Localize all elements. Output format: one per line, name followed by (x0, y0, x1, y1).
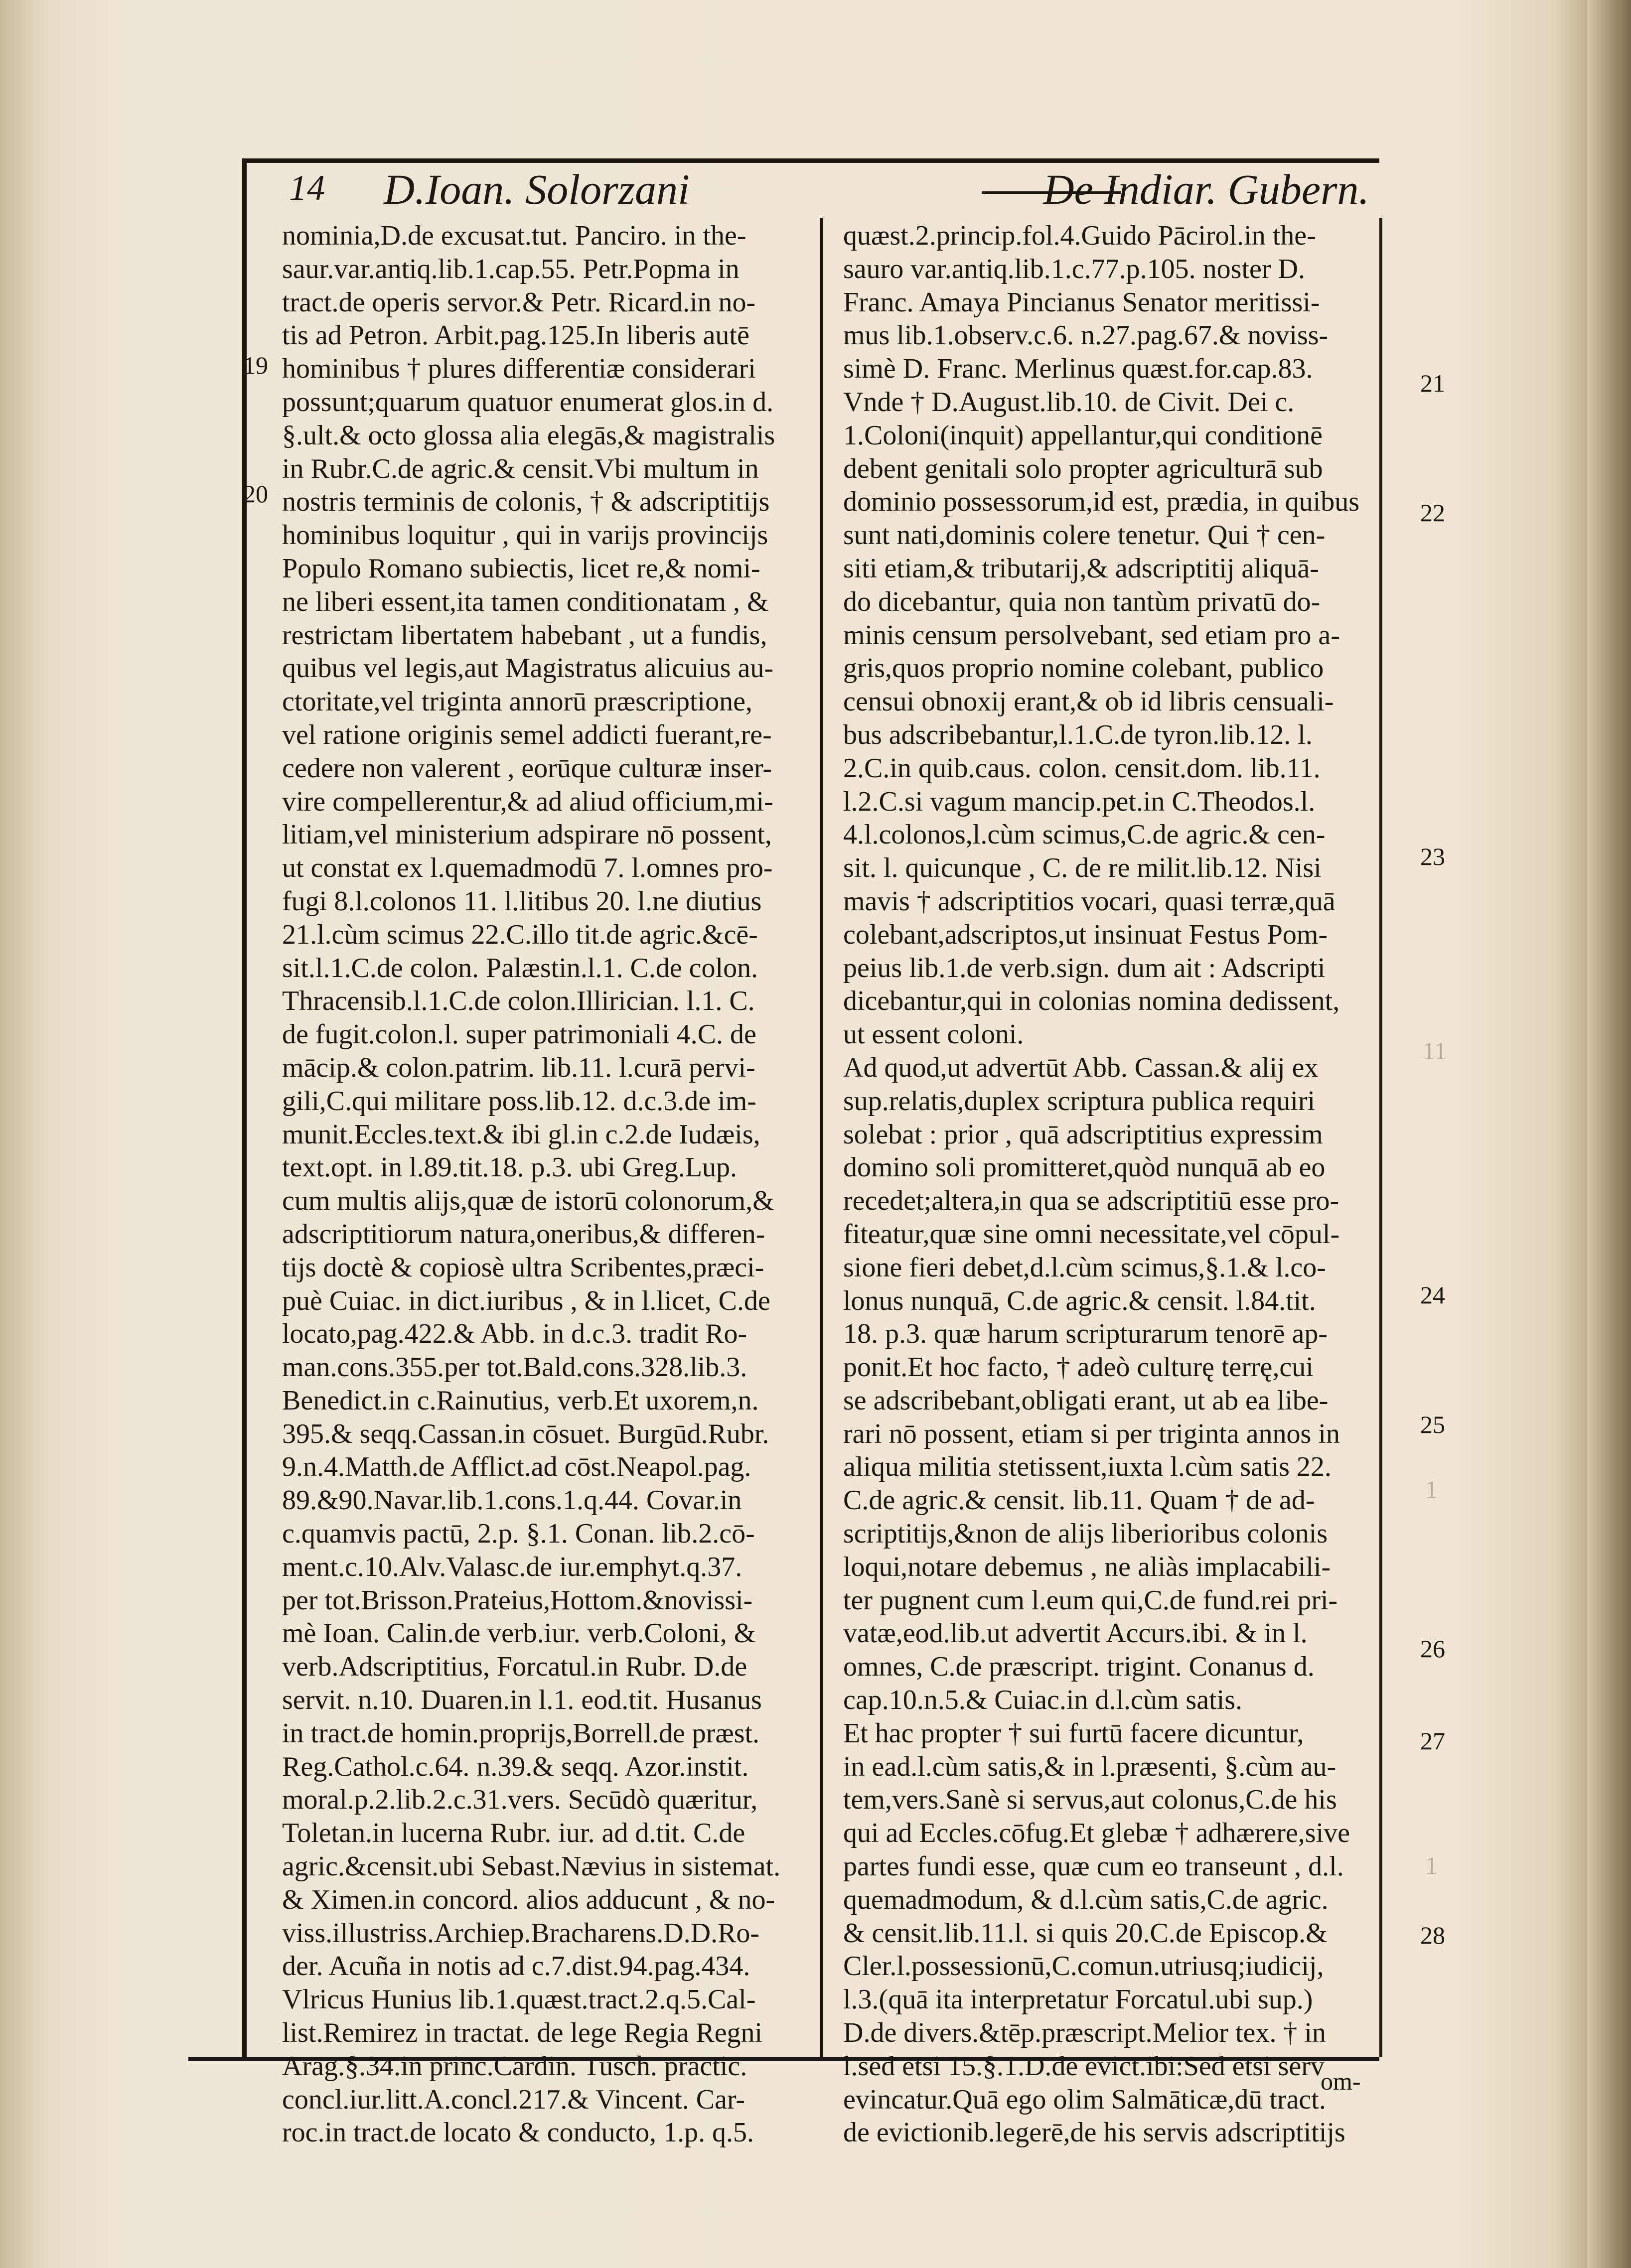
text-line: litiam,vel ministerium adspirare nō possent, (282, 819, 772, 850)
text-line: rari nō possent, etiam si per triginta annos in (843, 1418, 1340, 1449)
text-line: moral.p.2.lib.2.c.31.vers. Secūdò quæritur, (282, 1784, 758, 1816)
text-line: text.opt. in l.89.tit.18. p.3. ubi Greg.Lup. (282, 1152, 738, 1183)
text-line: 21.l.cùm scimus 22.C.illo tit.de agric.&cē- (282, 919, 758, 950)
text-line: c.quamvis pactū, 2.p. §.1. Conan. lib.2.cō- (282, 1518, 755, 1550)
text-line: 18. p.3. quæ harum scripturarum tenorē ap- (843, 1318, 1328, 1350)
text-line: siti etiam,& tributarij,& adscriptitij aliquā- (843, 553, 1319, 584)
catchword: om- (1321, 2067, 1361, 2095)
text-line: simè D. Franc. Merlinus quæst.for.cap.83. (843, 353, 1313, 385)
text-line: concl.iur.litt.A.concl.217.& Vincent. Car- (282, 2084, 745, 2115)
text-line: do dicebantur, quia non tantùm privatū do- (843, 586, 1321, 617)
text-line: mè Ioan. Calin.de verb.iur. verb.Coloni, & (282, 1618, 756, 1649)
text-line: mus lib.1.observ.c.6. n.27.pag.67.& noviss- (843, 320, 1329, 351)
text-line: tis ad Petron. Arbit.pag.125.In liberis autē (282, 320, 749, 351)
text-line: evincatur.Quā ego olim Salmāticæ,dū tract. (843, 2084, 1326, 2115)
margin-number: 23 (1420, 843, 1445, 870)
text-line: peius lib.1.de verb.sign. dum ait : Adscripti (843, 952, 1326, 984)
text-line: ctoritate,vel triginta annorū præscriptione, (282, 686, 752, 717)
text-line: ut constat ex l.quemadmodū 7. l.omnes pro- (282, 852, 773, 884)
text-line: 2.C.in quib.caus. colon. censit.dom. lib.11. (843, 752, 1321, 784)
margin-number: 21 (1420, 369, 1445, 397)
text-line: 89.&90.Navar.lib.1.cons.1.q.44. Covar.in (282, 1485, 742, 1516)
text-line: ut essent coloni. (843, 1019, 1024, 1050)
margin-number: 24 (1420, 1281, 1445, 1309)
text-line: aliqua militia stetissent,iuxta l.cùm satis 22. (843, 1451, 1332, 1483)
margin-number: 27 (1420, 1727, 1445, 1755)
running-header (249, 158, 1379, 218)
left-column (282, 219, 809, 2148)
text-line: scriptitijs,&non de alijs liberioribus colonis (843, 1518, 1328, 1550)
bleed-through-mark: 1 (1425, 1475, 1438, 1503)
text-line: servit. n.10. Duaren.in l.1. eod.tit. Husanus (282, 1685, 762, 1716)
text-line: fugi 8.l.colonos 11. l.litibus 20. l.ne diutius (282, 885, 762, 917)
text-line: tijs doctè & copiosè ultra Scribentes,præci- (282, 1252, 764, 1283)
text-line: der. Acuña in notis ad c.7.dist.94.pag.434. (282, 1951, 750, 1982)
text-line: ter pugnent cum l.eum qui,C.de fund.rei pri- (843, 1584, 1338, 1616)
text-line: sauro var.antiq.lib.1.c.77.p.105. noster D. (843, 253, 1305, 284)
margin-number: 22 (1420, 499, 1445, 527)
text-line: locato,pag.422.& Abb. in d.c.3. tradit Ro- (282, 1318, 747, 1350)
text-line: per tot.Brisson.Prateius,Hottom.&novissi- (282, 1584, 753, 1616)
text-line: cap.10.n.5.& Cuiac.in d.l.cùm satis. (843, 1685, 1242, 1716)
text-line: mavis † adscriptitios vocari, quasi terræ,quā (843, 885, 1335, 917)
text-line: Thracensib.l.1.C.de colon.Illirician. l.1. C. (282, 986, 755, 1017)
text-line: gili,C.qui militare poss.lib.12. d.c.3.de im- (282, 1085, 756, 1117)
text-line: restrictam libertatem habebant , ut a fundis, (282, 619, 767, 651)
text-line: Populo Romano subiectis, licet re,& nomi- (282, 553, 760, 584)
text-line: quæst.2.princip.fol.4.Guido Pācirol.in the- (843, 220, 1316, 251)
text-line: nostris terminis de colonis, † & adscriptitijs (282, 486, 770, 518)
text-line: saur.var.antiq.lib.1.cap.55. Petr.Popma in (282, 253, 740, 284)
text-line: lonus nunquā, C.de agric.& censit. l.84.tit. (843, 1285, 1316, 1316)
text-line: munit.Eccles.text.& ibi gl.in c.2.de Iudæis, (282, 1119, 760, 1150)
column-divider (820, 218, 823, 2057)
text-line: quemadmodum, & d.l.cùm satis,C.de agric. (843, 1884, 1329, 1915)
page-number: 14 (289, 168, 325, 208)
text-line: Arag.§.34.in princ.Cardin. Tusch. practic. (282, 2050, 747, 2082)
text-line: domino soli promitteret,quòd nunquā ab eo (843, 1152, 1326, 1183)
text-line: Franc. Amaya Pincianus Senator meritissi- (843, 286, 1320, 318)
text-line: de evictionib.legerē,de his servis adscriptitijs (843, 2117, 1345, 2148)
text-line: quibus vel legis,aut Magistratus alicuius au- (282, 653, 774, 684)
text-line: sunt nati,dominis colere tenetur. Qui † cen- (843, 520, 1326, 551)
text-line: fiteatur,quæ sine omni necessitate,vel cōpul- (843, 1218, 1340, 1250)
text-line: in Rubr.C.de agric.& censit.Vbi multum in (282, 453, 759, 484)
text-line: hominibus † plures differentiæ considerari (282, 353, 756, 385)
text-line: ne liberi essent,ita tamen conditionatam , & (282, 586, 769, 617)
margin-number: 19 (243, 351, 268, 379)
text-line: colebant,adscriptos,ut insinuat Festus Pom- (843, 919, 1328, 950)
text-line: bus adscribebantur,l.1.C.de tyron.lib.12. l. (843, 719, 1313, 750)
text-line: C.de agric.& censit. lib.11. Quam † de ad- (843, 1485, 1315, 1516)
text-line: omnes, C.de præscript. trigint. Conanus d. (843, 1651, 1315, 1683)
text-line: & censit.lib.11.l. si quis 20.C.de Episcop.& (843, 1917, 1328, 1949)
text-line: debent genitali solo propter agriculturā sub (843, 453, 1323, 484)
text-line: Reg.Cathol.c.64. n.39.& seqq. Azor.instit. (282, 1751, 749, 1782)
text-line: in ead.l.cùm satis,& in l.præsenti, §.cùm au- (843, 1751, 1336, 1782)
text-line: vel ratione originis semel addicti fuerant,re- (282, 719, 772, 750)
text-line: roc.in tract.de locato & conducto, 1.p. q.5. (282, 2117, 754, 2148)
text-line: nominia,D.de excusat.tut. Panciro. in the- (282, 220, 746, 251)
text-line: qui ad Eccles.cōfug.Et glebæ † adhærere,sive (843, 1818, 1350, 1849)
text-line: 395.& seqq.Cassan.in cōsuet. Burgūd.Rubr. (282, 1418, 769, 1449)
margin-number: 28 (1420, 1921, 1445, 1949)
text-line: dominio possessorum,id est, prædia, in quibus (843, 486, 1359, 518)
text-line: recedet;altera,in qua se adscriptitiū esse pro- (843, 1185, 1339, 1217)
text-line: censui obnoxij erant,& ob id libris censuali- (843, 686, 1334, 717)
text-line: list.Remirez in tractat. de lege Regia Regni (282, 2017, 763, 2049)
text-line: l.sed etsi 15.§.1.D.de evict.ibi:Sed etsi serv (843, 2050, 1325, 2082)
text-line: cedere non valerent , eorūque culturæ inser- (282, 752, 772, 784)
margin-number: 26 (1420, 1635, 1445, 1663)
text-line: possunt;quarum quatuor enumerat glos.in d. (282, 386, 774, 418)
text-line: Vnde † D.August.lib.10. de Civit. Dei c. (843, 386, 1295, 418)
right-column (843, 219, 1374, 2148)
text-line: hominibus loquitur , qui in varijs provincijs (282, 520, 768, 551)
text-line: vatæ,eod.lib.ut advertit Accurs.ibi. & in l. (843, 1618, 1308, 1649)
text-line: §.ult.& octo glossa alia elegās,& magistralis (282, 420, 775, 451)
margin-number: 20 (243, 480, 268, 508)
text-line: partes fundi esse, quæ cum eo transeunt , d.l. (843, 1851, 1344, 1882)
text-line: 9.n.4.Matth.de Afflict.ad cōst.Neapol.pag. (282, 1451, 751, 1483)
text-line: ment.c.10.Alv.Valasc.de iur.emphyt.q.37. (282, 1551, 742, 1582)
text-line: mācip.& colon.patrim. lib.11. l.curā pervi- (282, 1052, 755, 1083)
text-line: D.de divers.&tēp.præscript.Melior tex. † in (843, 2017, 1326, 2049)
text-line: loqui,notare debemus , ne aliàs implacabili- (843, 1551, 1331, 1582)
text-line: Benedict.in c.Rainutius, verb.Et uxorem,n. (282, 1385, 759, 1416)
text-line: viss.illustriss.Archiep.Bracharens.D.D.Ro- (282, 1917, 760, 1949)
text-line: dicebantur,qui in colonias nomina dedissent, (843, 986, 1340, 1017)
text-line: 4.l.colonos,l.cùm scimus,C.de agric.& cen- (843, 819, 1326, 850)
text-line: tem,vers.Sanè si servus,aut colonus,C.de his (843, 1784, 1337, 1816)
page-edge (1587, 0, 1631, 2268)
running-author: D.Ioan. Solorzani (384, 165, 690, 213)
text-line: sit.l.1.C.de colon. Palæstin.l.1. C.de colon. (282, 952, 758, 984)
margin-number: 25 (1420, 1411, 1445, 1438)
text-line: cum multis alijs,quæ de istorū colonorum,& (282, 1185, 774, 1217)
text-line: puè Cuiac. in dict.iuribus , & in l.licet, C.de (282, 1285, 770, 1316)
text-line: minis censum persolvebant, sed etiam pro a- (843, 619, 1340, 651)
text-line: Ad quod,ut advertūt Abb. Cassan.& alij ex (843, 1052, 1319, 1083)
text-line: agric.&censit.ubi Sebast.Nævius in sistemat. (282, 1851, 781, 1882)
text-line: adscriptitiorum natura,oneribus,& differen- (282, 1218, 765, 1250)
text-line: Cler.l.possessionū,C.comun.utriusq;iudicij, (843, 1951, 1324, 1982)
frame-rule-right (1379, 218, 1382, 2057)
text-line: Et hac propter † sui furtū facere dicuntur, (843, 1717, 1304, 1749)
text-line: ponit.Et hoc facto, † adeò culturę terrę,cui (843, 1352, 1314, 1383)
text-line: vire compellerentur,& ad aliud officium,mi- (282, 786, 773, 817)
text-line: Toletan.in lucerna Rubr. iur. ad d.tit. C.de (282, 1818, 745, 1849)
frame-rule-left (242, 158, 247, 2057)
text-line: l.3.(quā ita interpretatur Forcatul.ubi sup.) (843, 1984, 1313, 2015)
text-line: se adscribebant,obligati erant, ut ab ea libe- (843, 1385, 1329, 1416)
text-line: gris,quos proprio nomine colebant, publico (843, 653, 1324, 684)
text-line: tract.de operis servor.& Petr. Ricard.in no- (282, 286, 756, 318)
text-line: 1.Coloni(inquit) appellantur,qui conditionē (843, 420, 1323, 451)
text-line: in tract.de homin.proprijs,Borrell.de præst. (282, 1717, 760, 1749)
bleed-through-mark: 1 (1425, 1851, 1438, 1879)
text-line: sit. l. quicunque , C. de re milit.lib.12. Nisi (843, 852, 1322, 884)
text-line: de fugit.colon.l. super patrimoniali 4.C. de (282, 1019, 756, 1050)
running-title: De Indiar. Gubern. (1043, 165, 1369, 213)
bleed-through-mark: 11 (1423, 1037, 1447, 1065)
text-line: man.cons.355.per tot.Bald.cons.328.lib.3. (282, 1352, 747, 1383)
text-line: solebat : prior , quā adscriptitius expressim (843, 1119, 1323, 1150)
text-line: Vlricus Hunius lib.1.quæst.tract.2.q.5.Cal- (282, 1984, 756, 2015)
text-line: l.2.C.si vagum mancip.pet.in C.Theodos.l. (843, 786, 1316, 817)
text-line: sup.relatis,duplex scriptura publica requiri (843, 1085, 1316, 1117)
text-line: & Ximen.in concord. alios adducunt , & no- (282, 1884, 775, 1915)
text-line: sione fieri debet,d.l.cùm scimus,§.1.& l.co- (843, 1252, 1326, 1283)
text-line: verb.Adscriptitius, Forcatul.in Rubr. D.de (282, 1651, 747, 1683)
